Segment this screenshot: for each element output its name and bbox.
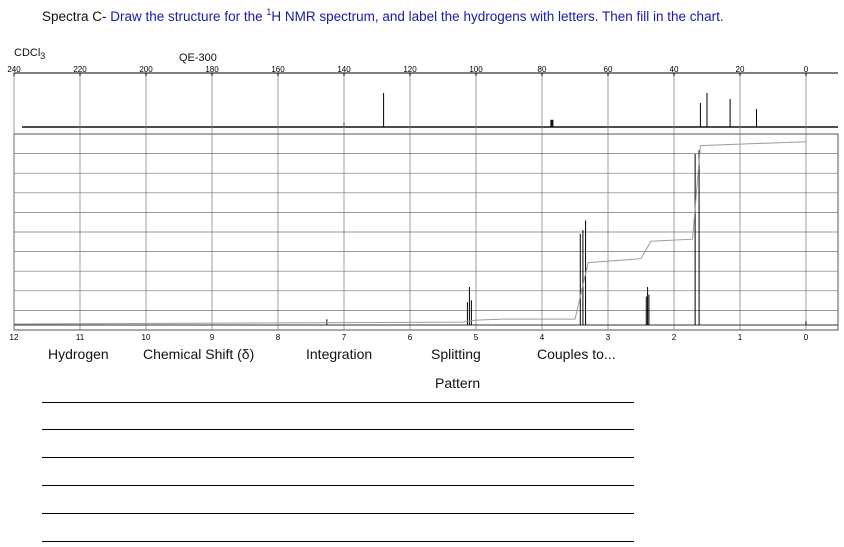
answer-line[interactable] [42, 485, 634, 486]
proton-tick-label: 6 [407, 333, 413, 342]
column-header-integration: Integration [306, 346, 373, 362]
answer-line[interactable] [42, 429, 634, 430]
carbon-tick-label: 180 [205, 65, 219, 74]
column-header-couples-to: Couples to... [537, 346, 616, 362]
carbon-tick-label: 120 [403, 65, 417, 74]
title-instruction-b: H NMR spectrum, and label the hydrogens with letters. Then fill in the chart. [271, 9, 724, 24]
carbon-tick-label: 40 [669, 65, 679, 74]
proton-tick-label: 2 [671, 333, 677, 342]
proton-tick-label: 1 [737, 333, 743, 342]
answer-line[interactable] [42, 457, 634, 458]
answer-line[interactable] [42, 402, 634, 403]
proton-tick-label: 7 [341, 333, 347, 342]
proton-tick-label: 4 [539, 333, 545, 342]
solvent-subscript: 3 [40, 51, 46, 62]
carbon-tick-label: 0 [803, 65, 809, 74]
carbon-tick-label: 80 [537, 65, 547, 74]
title-superscript: 1 [266, 7, 272, 17]
carbon-tick-label: 220 [73, 65, 87, 74]
carbon-tick-label: 240 [7, 65, 21, 74]
proton-tick-label: 11 [75, 333, 85, 342]
carbon-tick-label: 160 [271, 65, 285, 74]
answer-line[interactable] [42, 541, 634, 542]
column-header-hydrogen: Hydrogen [48, 346, 109, 362]
proton-tick-label: 0 [803, 333, 809, 342]
proton-tick-label: 3 [605, 333, 611, 342]
instrument-label: QE-300 [179, 52, 217, 64]
proton-tick-label: 8 [275, 333, 281, 342]
column-header-pattern: Pattern [435, 375, 481, 391]
answer-line[interactable] [42, 513, 634, 514]
carbon-tick-label: 20 [735, 65, 745, 74]
proton-tick-label: 12 [9, 333, 19, 342]
column-header-splitting: Splitting [431, 346, 481, 362]
title-lead: Spectra C- [42, 9, 111, 24]
carbon-tick-label: 100 [469, 65, 483, 74]
title-instruction-a: Draw the structure for the [110, 9, 267, 24]
proton-tick-label: 5 [473, 333, 479, 342]
column-header-chemical-shift: Chemical Shift (δ) [143, 346, 255, 362]
proton-tick-label: 10 [141, 333, 151, 342]
solvent-main: CDCl [14, 47, 41, 59]
proton-tick-label: 9 [209, 333, 215, 342]
carbon-tick-label: 140 [337, 65, 351, 74]
carbon-tick-label: 60 [603, 65, 613, 74]
carbon-tick-label: 200 [139, 65, 153, 74]
